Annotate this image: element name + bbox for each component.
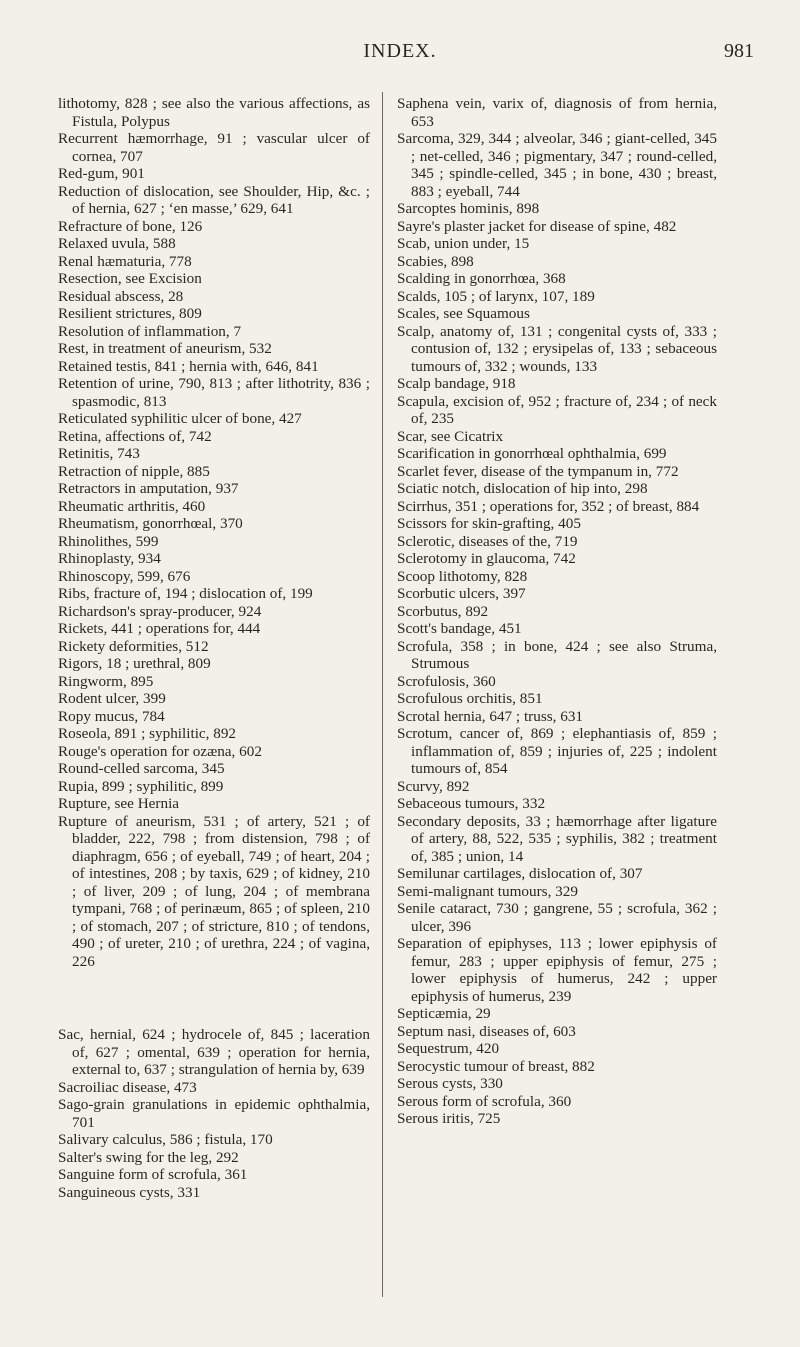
- index-entry: Sanguine form of scrofula, 361: [58, 1166, 248, 1183]
- index-entry: Sclerotomy in glaucoma, 742: [397, 550, 576, 567]
- index-entry: Scrofulosis, 360: [397, 672, 496, 690]
- index-entry: Ropy mucus, 784: [58, 707, 165, 725]
- index-entry: Rouge's operation for ozæna, 602: [58, 742, 262, 760]
- index-entry: Retained testis, 841 ; hernia with, 646, 841: [58, 357, 319, 375]
- page-title: INDEX.: [363, 40, 437, 62]
- index-entry: Serous form of scrofula, 360: [397, 1092, 572, 1110]
- index-entry: Retention of urine, 790, 813 ; after lithotrity, 836 ; spasmodic, 813: [58, 375, 370, 410]
- index-entry: Semilunar cartilages, dislocation of, 307: [397, 865, 643, 882]
- index-entry: Rupture of aneurism, 531 ; of artery, 521 ; of bladder, 222, 798 ; from distension, 798 ; of diaphragm, 656 ; of eyeball, 749 ; of heart, 204 ; of intestines, 208 ; by taxis, 629 ; of kidney, 210 ; of liver, 209 ; of lung, 204 ; of membrana tympani, 768 ; of perinæum, 865 ; of spleen, 210 ; of stomach, 207 ; of stricture, 810 ; of tendons, 490 ; of ureter, 210 ; of urethra, 224 ; of vagina, 226: [58, 812, 370, 970]
- index-entry: Separation of epiphyses, 113 ; lower epiphysis of femur, 283 ; upper epiphysis of femur, 275 ; lower epiphysis of humerus, 242 ; upper epiphysis of humerus, 239: [397, 935, 717, 1005]
- index-entry: Rhinoplasty, 934: [58, 550, 161, 567]
- index-entry: Scott's bandage, 451: [397, 620, 522, 637]
- running-header: [0, 40, 800, 70]
- index-entry: Resection, see Excision: [58, 270, 202, 287]
- index-entry: Sequestrum, 420: [397, 1040, 500, 1057]
- index-entry: Residual abscess, 28: [58, 287, 184, 305]
- index-entry: Reticulated syphilitic ulcer of bone, 427: [58, 410, 302, 427]
- index-entry: Scalds, 105 ; of larynx, 107, 189: [397, 287, 595, 305]
- index-entry: Resilient strictures, 809: [58, 305, 202, 322]
- index-entry: Sanguineous cysts, 331: [58, 1183, 201, 1201]
- index-entry: Rodent ulcer, 399: [58, 690, 166, 707]
- index-entry: Round-celled sarcoma, 345: [58, 760, 225, 777]
- index-entry: Salivary calculus, 586 ; fistula, 170: [58, 1131, 273, 1148]
- index-entry: Sarcoma, 329, 344 ; alveolar, 346 ; giant-celled, 345 ; net-celled, 346 ; pigmentary, 347 ; round-celled, 345 ; spindle-celled, 345 ; in bone, 430 ; breast, 883 ; eyeball, 744: [397, 130, 717, 200]
- index-entry: Rhinolithes, 599: [58, 532, 159, 550]
- index-entry: Red-gum, 901: [58, 165, 145, 182]
- left-column: [58, 95, 370, 1201]
- column-divider: [382, 92, 383, 1297]
- index-entry: Scalding in gonorrhœa, 368: [397, 270, 566, 287]
- index-entry: Reduction of dislocation, see Shoulder, Hip, &c. ; of hernia, 627 ; ‘en masse,’ 629, 641: [58, 182, 370, 217]
- index-entry: Scrotal hernia, 647 ; truss, 631: [397, 707, 584, 725]
- index-entry: Rupia, 899 ; syphilitic, 899: [58, 777, 224, 795]
- index-entry: Semi-malignant tumours, 329: [397, 882, 578, 900]
- index-entry: Serous cysts, 330: [397, 1075, 503, 1092]
- index-entry: Scab, union under, 15: [397, 235, 530, 252]
- index-entry: Septicæmia, 29: [397, 1005, 491, 1022]
- index-entry: Scalp bandage, 918: [397, 375, 516, 392]
- index-entry: Roseola, 891 ; syphilitic, 892: [58, 725, 237, 742]
- index-entry: Scalp, anatomy of, 131 ; congenital cysts of, 333 ; contusion of, 132 ; erysipelas of, 133 ; sebaceous tumours of, 332 ; wounds, 133: [397, 322, 717, 375]
- index-entry: Scissors for skin-grafting, 405: [397, 515, 581, 532]
- index-entry: Scorbutic ulcers, 397: [397, 585, 526, 602]
- index-entry: Ringworm, 895: [58, 672, 154, 690]
- index-entry: Scarification in gonorrhœal ophthalmia, 699: [397, 445, 667, 462]
- index-entry: Relaxed uvula, 588: [58, 235, 176, 252]
- index-entry: Scarlet fever, disease of the tympanum in, 772: [397, 462, 679, 480]
- index-entry: Scrotum, cancer of, 869 ; elephantiasis of, 859 ; inflammation of, 859 ; injuries of, 225 ; indolent tumours of, 854: [397, 725, 717, 777]
- index-entry: Rheumatic arthritis, 460: [58, 497, 206, 515]
- index-entry: Rheumatism, gonorrhœal, 370: [58, 515, 243, 532]
- index-entry: Retina, affections of, 742: [58, 427, 212, 445]
- index-entry: Sclerotic, diseases of the, 719: [397, 532, 578, 550]
- index-entry: Retinitis, 743: [58, 445, 140, 462]
- index-entry: Recurrent hæmorrhage, 91 ; vascular ulcer of cornea, 707: [58, 130, 370, 165]
- index-entry: Rickets, 441 ; operations for, 444: [58, 620, 261, 637]
- index-entry: Rhinoscopy, 599, 676: [58, 567, 191, 585]
- index-entry: Sago-grain granulations in epidemic ophthalmia, 701: [58, 1096, 370, 1131]
- index-entry: Sayre's plaster jacket for disease of spine, 482: [397, 217, 677, 235]
- index-entry: Richardson's spray-producer, 924: [58, 602, 262, 620]
- index-entry: Refracture of bone, 126: [58, 217, 203, 235]
- index-entry: Rigors, 18 ; urethral, 809: [58, 655, 211, 672]
- index-entry: Rickety deformities, 512: [58, 637, 209, 655]
- index-entry: Sciatic notch, dislocation of hip into, 298: [397, 480, 648, 497]
- index-entry: Scoop lithotomy, 828: [397, 567, 528, 585]
- index-entry: Septum nasi, diseases of, 603: [397, 1022, 576, 1040]
- index-entry: Rest, in treatment of aneurism, 532: [58, 340, 272, 357]
- index-entry: Scrofula, 358 ; in bone, 424 ; see also Struma, Strumous: [397, 637, 717, 672]
- index-entry: Sacroiliac disease, 473: [58, 1078, 197, 1096]
- index-entry: Scales, see Squamous: [397, 305, 530, 322]
- index-entry: Senile cataract, 730 ; gangrene, 55 ; scrofula, 362 ; ulcer, 396: [397, 900, 717, 935]
- index-entry: Renal hæmaturia, 778: [58, 252, 192, 270]
- index-entry: Secondary deposits, 33 ; hæmorrhage after ligature of artery, 88, 522, 535 ; syphilis, 382 ; treatment of, 385 ; union, 14: [397, 812, 717, 865]
- index-entry: Scirrhus, 351 ; operations for, 352 ; of breast, 884: [397, 497, 700, 515]
- index-entry: Serous iritis, 725: [397, 1110, 501, 1127]
- index-entry: Salter's swing for the leg, 292: [58, 1148, 239, 1166]
- index-entry: Scapula, excision of, 952 ; fracture of, 234 ; of neck of, 235: [397, 392, 717, 427]
- right-column: [397, 95, 717, 1128]
- index-entry: Retractors in amputation, 937: [58, 480, 239, 497]
- index-entry: Saphena vein, varix of, diagnosis of from hernia, 653: [397, 95, 717, 130]
- index-entry: Scar, see Cicatrix: [397, 427, 504, 445]
- page-number: 981: [724, 40, 754, 62]
- index-entry: Retraction of nipple, 885: [58, 462, 210, 480]
- index-entry: Serocystic tumour of breast, 882: [397, 1057, 595, 1075]
- index-entry: Rupture, see Hernia: [58, 795, 180, 812]
- index-entry: Sebaceous tumours, 332: [397, 795, 546, 812]
- index-entry: Resolution of inflammation, 7: [58, 322, 242, 340]
- index-entry: Scorbutus, 892: [397, 602, 489, 620]
- index-entry: Scabies, 898: [397, 252, 474, 270]
- index-entry: Sac, hernial, 624 ; hydrocele of, 845 ; laceration of, 627 ; omental, 639 ; operation for hernia, external to, 637 ; strangulation of hernia by, 639: [58, 1026, 370, 1078]
- index-entry: Sarcoptes hominis, 898: [397, 200, 540, 217]
- index-entry: Ribs, fracture of, 194 ; dislocation of, 199: [58, 585, 313, 602]
- index-entry: lithotomy, 828 ; see also the various affections, as Fistula, Polypus: [58, 95, 370, 130]
- index-entry: Scrofulous orchitis, 851: [397, 690, 543, 707]
- index-entry: Scurvy, 892: [397, 777, 470, 795]
